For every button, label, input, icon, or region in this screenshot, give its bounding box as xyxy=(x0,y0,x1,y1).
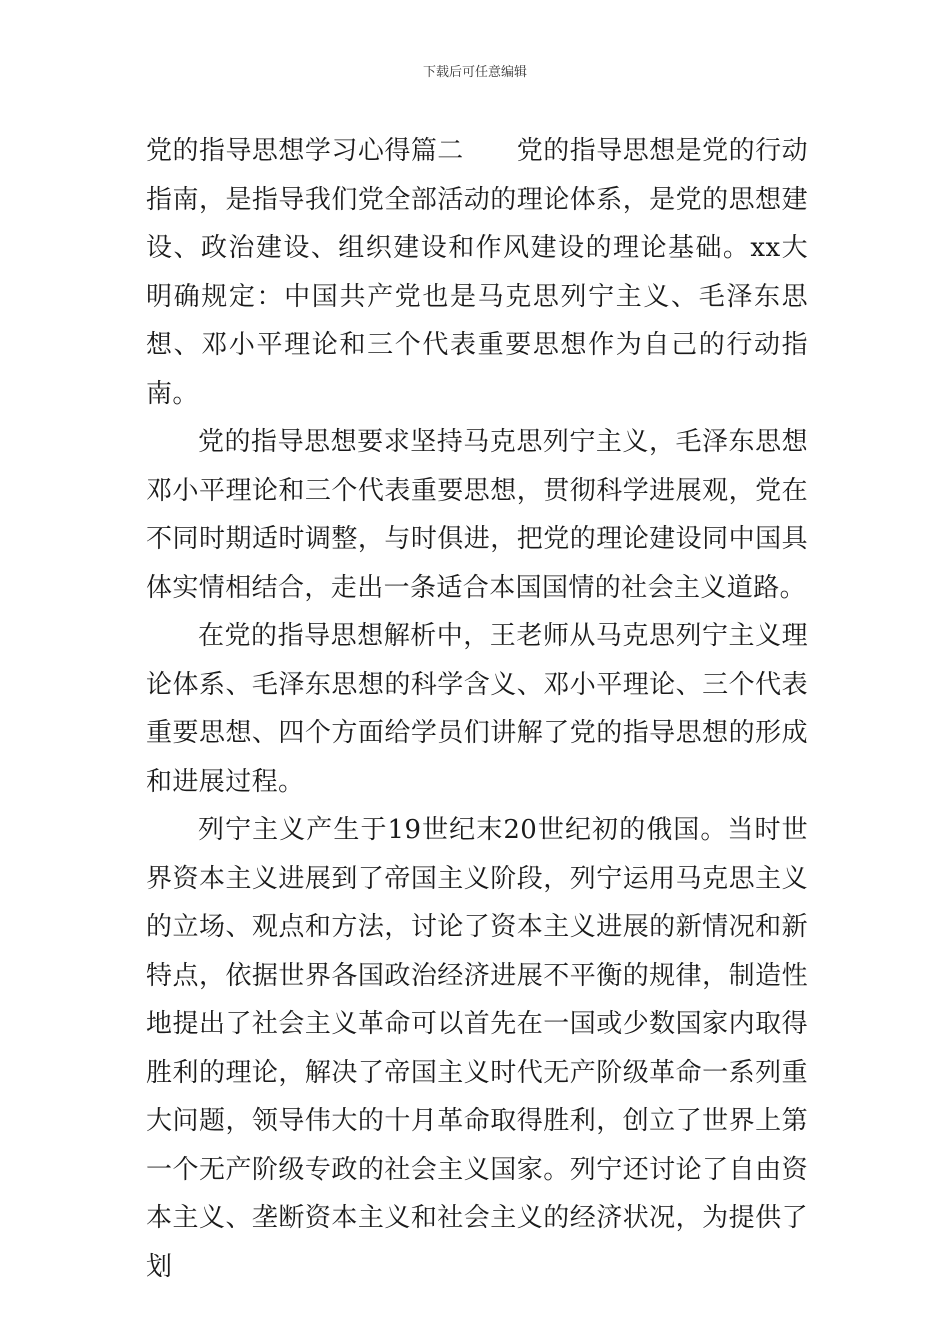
paragraph-leninism: 列宁主义产生于19世纪末20世纪初的俄国。当时世界资本主义进展到了帝国主义阶段，列宁运用马克思主义的立场、观点和方法，讨论了资本主义进展的新情况和新特点，依据世界各国政治经济进展不平衡的规律，制造性地提出了社会主义革命可以首先在一国或少数国家内取得胜利的理论，解决了帝国主义时代无产阶级革命一系列重大问题，领导伟大的十月革命取得胜利，创立了世界上第一个无产阶级专政的社会主义国家。列宁还讨论了自由资本主义、垄断资本主义和社会主义的经济状况，为提供了划 xyxy=(146,815,808,1282)
page-header-note: 下载后可任意编辑 xyxy=(422,65,527,80)
document-body xyxy=(146,127,808,1291)
paragraph-title-intro: 党的指导思想学习心得篇二 党的指导思想是党的行动指南，是指导我们党全部活动的理论体系，是党的思想建设、政治建设、组织建设和作风建设的理论基础。xx大明确规定：中国共产党也是马克思列宁主义、毛泽东思想、邓小平理论和三个代表重要思想作为自己的行动指南。 xyxy=(146,136,808,409)
paragraph-analysis: 在党的指导思想解析中，王老师从马克思列宁主义理论体系、毛泽东思想的科学含义、邓小平理论、三个代表重要思想、四个方面给学员们讲解了党的指导思想的形成和进展过程。 xyxy=(146,621,808,797)
paragraph-guiding-thought: 党的指导思想要求坚持马克思列宁主义，毛泽东思想邓小平理论和三个代表重要思想，贯彻科学进展观，党在不同时期适时调整，与时俱进，把党的理论建设同中国具体实情相结合，走出一条适合本国国情的社会主义道路。 xyxy=(146,427,808,603)
